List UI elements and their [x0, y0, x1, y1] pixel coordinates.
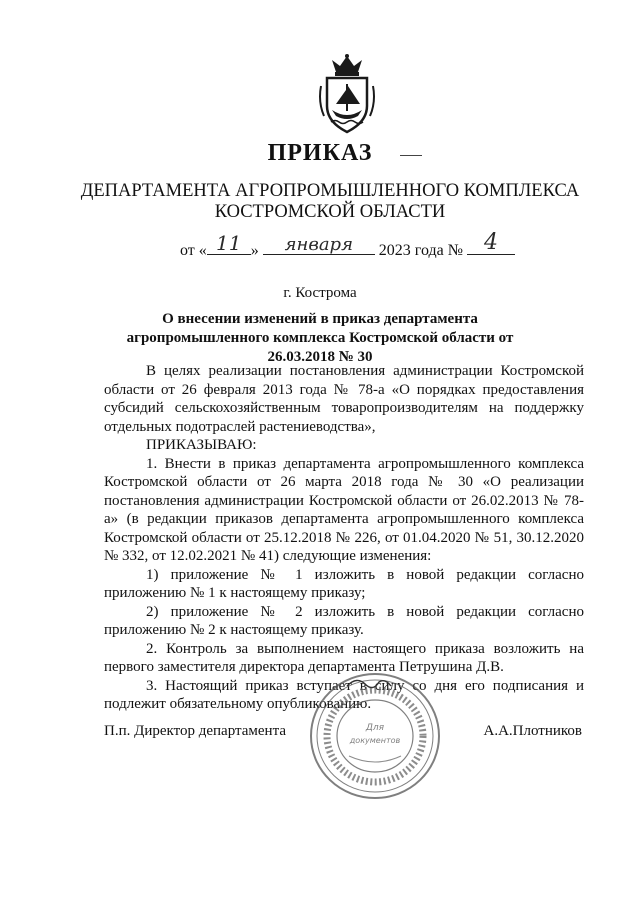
item-3-paragraph: 3. Настоящий приказ вступает в силу со дня его подписания и подлежит обязательному опубликованию.: [104, 677, 584, 712]
preamble-paragraph: В целях реализации постановления администрации Костромской области от 26 февраля 2013 года № 78-а «О порядках предоставления субсидий сельскохозяйственным товаропроизводителям на поддержку отдельных подотраслей растениеводства»,: [104, 363, 584, 435]
item-2-paragraph: 2. Контроль за выполнением настоящего приказа возложить на первого заместителя директора департамента Петрушина Д.В.: [104, 640, 584, 675]
date-day-blank: [207, 231, 251, 255]
seal-center-text-1: Для: [365, 723, 385, 733]
official-seal-stamp: [305, 668, 445, 804]
date-year-text: 2023 года №: [378, 242, 463, 259]
department-line-2: КОСТРОМСКОЙ ОБЛАСТИ: [214, 202, 446, 222]
coat-of-arms-emblem: [318, 52, 376, 136]
seal-center-text-2: документов: [349, 736, 401, 745]
title-decorative-dash: [400, 155, 422, 156]
signatory-name: А.А.Плотников: [483, 723, 582, 739]
item-1-paragraph: 1. Внести в приказ департамента агропромышленного комплекса Костромской области от 26 марта 2018 года № 30 «О реализации постановления администрации Костромской области от 26.02.2013 № 78-а» (в редакции приказов департамента агропромышленного комплекса Костромской области от 25.12.2018 № 226, от 01.04.2020 № 51, 30.12.2020 № 332, от 12.02.2021 № 41) следующие изменения:: [104, 455, 584, 564]
order-number-handwritten: 4: [484, 230, 498, 255]
date-mid: »: [250, 242, 259, 259]
date-month-blank: [263, 234, 375, 255]
document-title: ПРИКАЗ: [267, 140, 373, 166]
date-day-handwritten: 11: [216, 231, 242, 255]
date-month-handwritten: января: [284, 234, 353, 255]
department-line-1: ДЕПАРТАМЕНТА АГРОПРОМЫШЛЕННОГО КОМПЛЕКСА: [80, 181, 580, 201]
date-prefix: от «: [180, 242, 207, 259]
city-line: г. Кострома: [283, 285, 357, 301]
item-1-sub-1: 1) приложение № 1 изложить в новой редакции согласно приложению № 1 к настоящему приказу;: [104, 566, 584, 601]
department-name: [60, 181, 600, 223]
order-subject: О внесении изменений в приказ департамента агропромышленного комплекса Костромской области от 26.03.2018 № 30: [126, 311, 514, 365]
order-word: ПРИКАЗЫВАЮ:: [146, 437, 257, 453]
order-number-blank: [467, 230, 515, 255]
date-line: [180, 230, 515, 260]
signatory-position: П.п. Директор департамента: [104, 723, 286, 739]
order-body: [104, 362, 584, 714]
item-1-sub-2: 2) приложение № 2 изложить в новой редакции согласно приложению № 2 к настоящему приказу.: [104, 603, 584, 638]
